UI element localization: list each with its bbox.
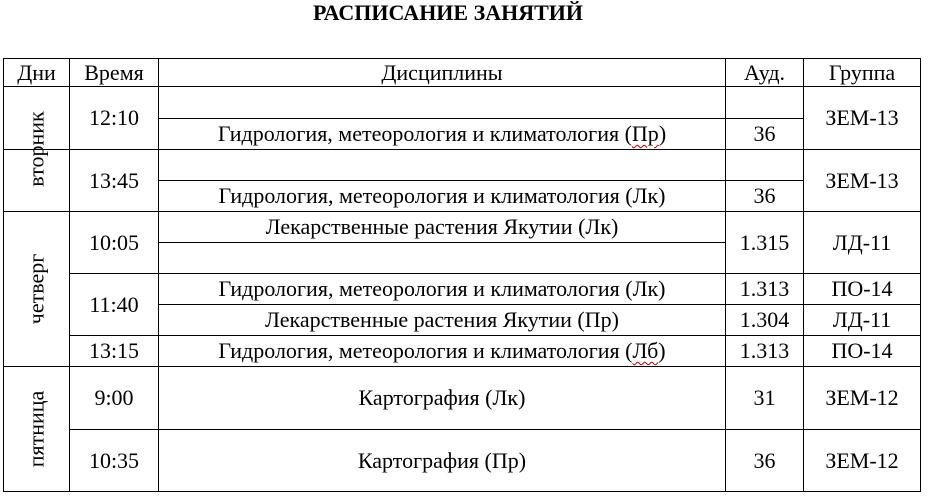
time-cell: 11:40 (89, 291, 139, 317)
discipline-cell: Лекарственные растения Якутии (Пр) (265, 307, 619, 332)
time-cell: 12:10 (88, 105, 140, 130)
header-discipline: Дисциплины (381, 59, 503, 85)
discipline-text: Гидрология, метеорология и климатология ( (217, 121, 632, 146)
time-cell: 9:00 (94, 385, 134, 410)
room-cell: 36 (753, 121, 776, 146)
room-cell: 1.313 (739, 338, 790, 363)
class-type: Лб (632, 338, 659, 363)
discipline-cell (158, 180, 726, 212)
closing-paren: ) (658, 338, 666, 363)
group-cell: ПО-14 (831, 338, 893, 363)
day-label: пятница (23, 390, 49, 468)
day-label: вторник (23, 111, 49, 187)
group-cell: ЗЕМ-13 (825, 105, 899, 130)
page-title: РАСПИСАНИЕ ЗАНЯТИЙ (312, 0, 583, 25)
time-cell: 10:35 (88, 447, 140, 473)
room-cell: 1.313 (739, 276, 790, 301)
day-tuesday (3, 86, 70, 212)
room-cell: 1.304 (739, 307, 790, 332)
closing-paren: ) (658, 183, 666, 208)
time-cell: 10:05 (88, 229, 140, 255)
header-group: Группа (828, 59, 896, 85)
header-time: Время (84, 59, 144, 85)
discipline-cell (158, 118, 726, 150)
class-type: Пр (631, 121, 659, 146)
discipline-cell: Картография (Пр) (357, 447, 527, 473)
group-cell: ЛД-11 (832, 307, 892, 332)
room-cell: 1.315 (739, 229, 790, 255)
discipline-cell: Картография (Лк) (358, 385, 526, 410)
discipline-cell: Лекарственные растения Якутии (Лк) (265, 214, 619, 239)
class-type: Лк (632, 276, 659, 301)
day-thursday (3, 211, 70, 367)
closing-paren: ) (658, 121, 667, 146)
time-cell: 13:15 (88, 338, 140, 363)
discipline-text: Гидрология, метеорология и климатология ( (218, 183, 633, 208)
time-cell: 13:45 (88, 167, 140, 193)
header-room: Ауд. (743, 59, 786, 85)
discipline-cell (158, 335, 726, 367)
closing-paren: ) (658, 276, 666, 301)
group-cell: ПО-14 (831, 276, 893, 301)
class-type: Лк (632, 183, 659, 208)
discipline-text: Гидрология, метеорология и климатология ( (218, 276, 633, 301)
discipline-text: Гидрология, метеорология и климатология ( (218, 338, 633, 363)
day-label: четверг (23, 253, 49, 325)
discipline-cell (158, 273, 726, 305)
group-cell: ЗЕМ-13 (825, 167, 899, 193)
room-cell: 36 (753, 183, 776, 208)
room-cell: 31 (753, 385, 776, 410)
header-day: Дни (17, 59, 56, 85)
day-friday (3, 366, 70, 492)
group-cell: ЛД-11 (832, 229, 892, 255)
room-cell: 36 (753, 447, 776, 473)
group-cell: ЗЕМ-12 (825, 385, 899, 410)
group-cell: ЗЕМ-12 (825, 447, 899, 473)
